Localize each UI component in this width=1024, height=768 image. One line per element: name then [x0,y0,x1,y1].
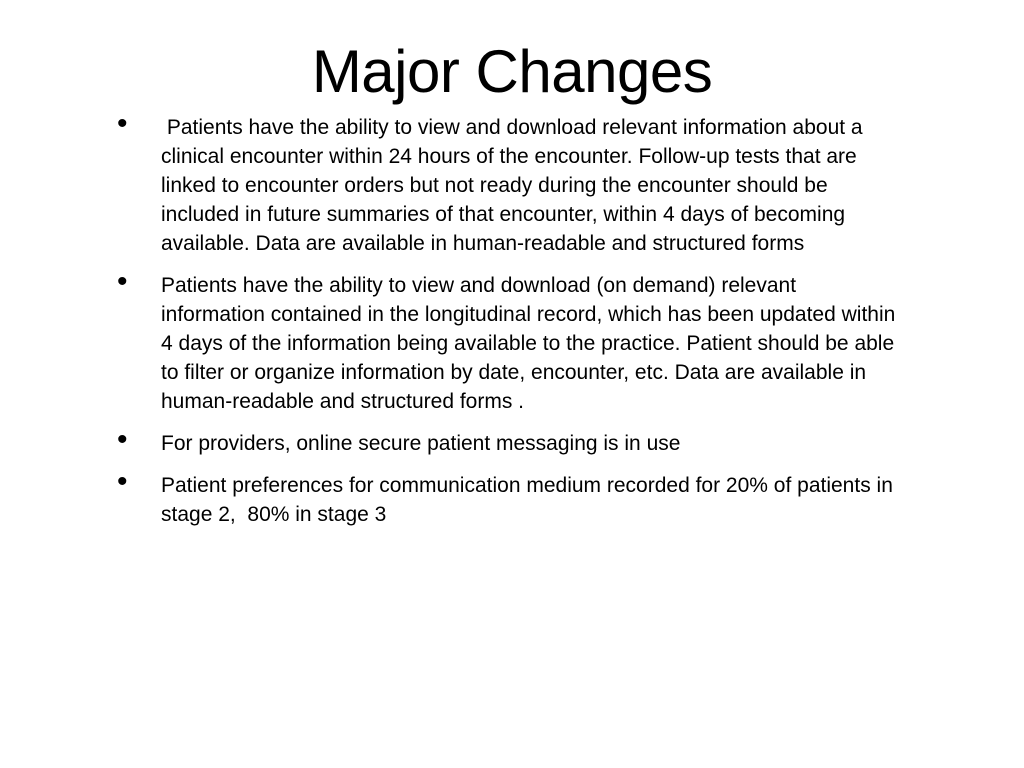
list-item [114,265,904,416]
bullet-icon: • [117,465,128,498]
bullet-list [114,107,904,542]
bullet-text: Patients have the ability to view and download relevant information about a clinical encounter within 24 hours of the encounter. Follow-up tests that are linked to encounter orders but not ready during the encounter should be included in future summaries of that encounter, within 4 days of becoming available. Data are available in human-readable and structured forms [161,116,869,255]
bullet-icon: • [117,107,128,140]
bullet-text: Patients have the ability to view and download (on demand) relevant information contained in the longitudinal record, which has been updated within 4 days of the information being available to the practice. Patient should be able to filter or organize information by date, encounter, etc. Data are available in human-readable and structured forms . [161,274,896,413]
bullet-text: Patient preferences for communication medium recorded for 20% of patients in stage 2, 80% in stage 3 [161,474,899,526]
list-item [114,465,904,529]
bullet-icon: • [117,423,128,456]
list-item [114,107,904,258]
bullet-icon: • [117,265,128,298]
slide-title: Major Changes [311,38,713,105]
list-item [114,423,904,458]
bullet-text: For providers, online secure patient messaging is in use [161,432,681,455]
